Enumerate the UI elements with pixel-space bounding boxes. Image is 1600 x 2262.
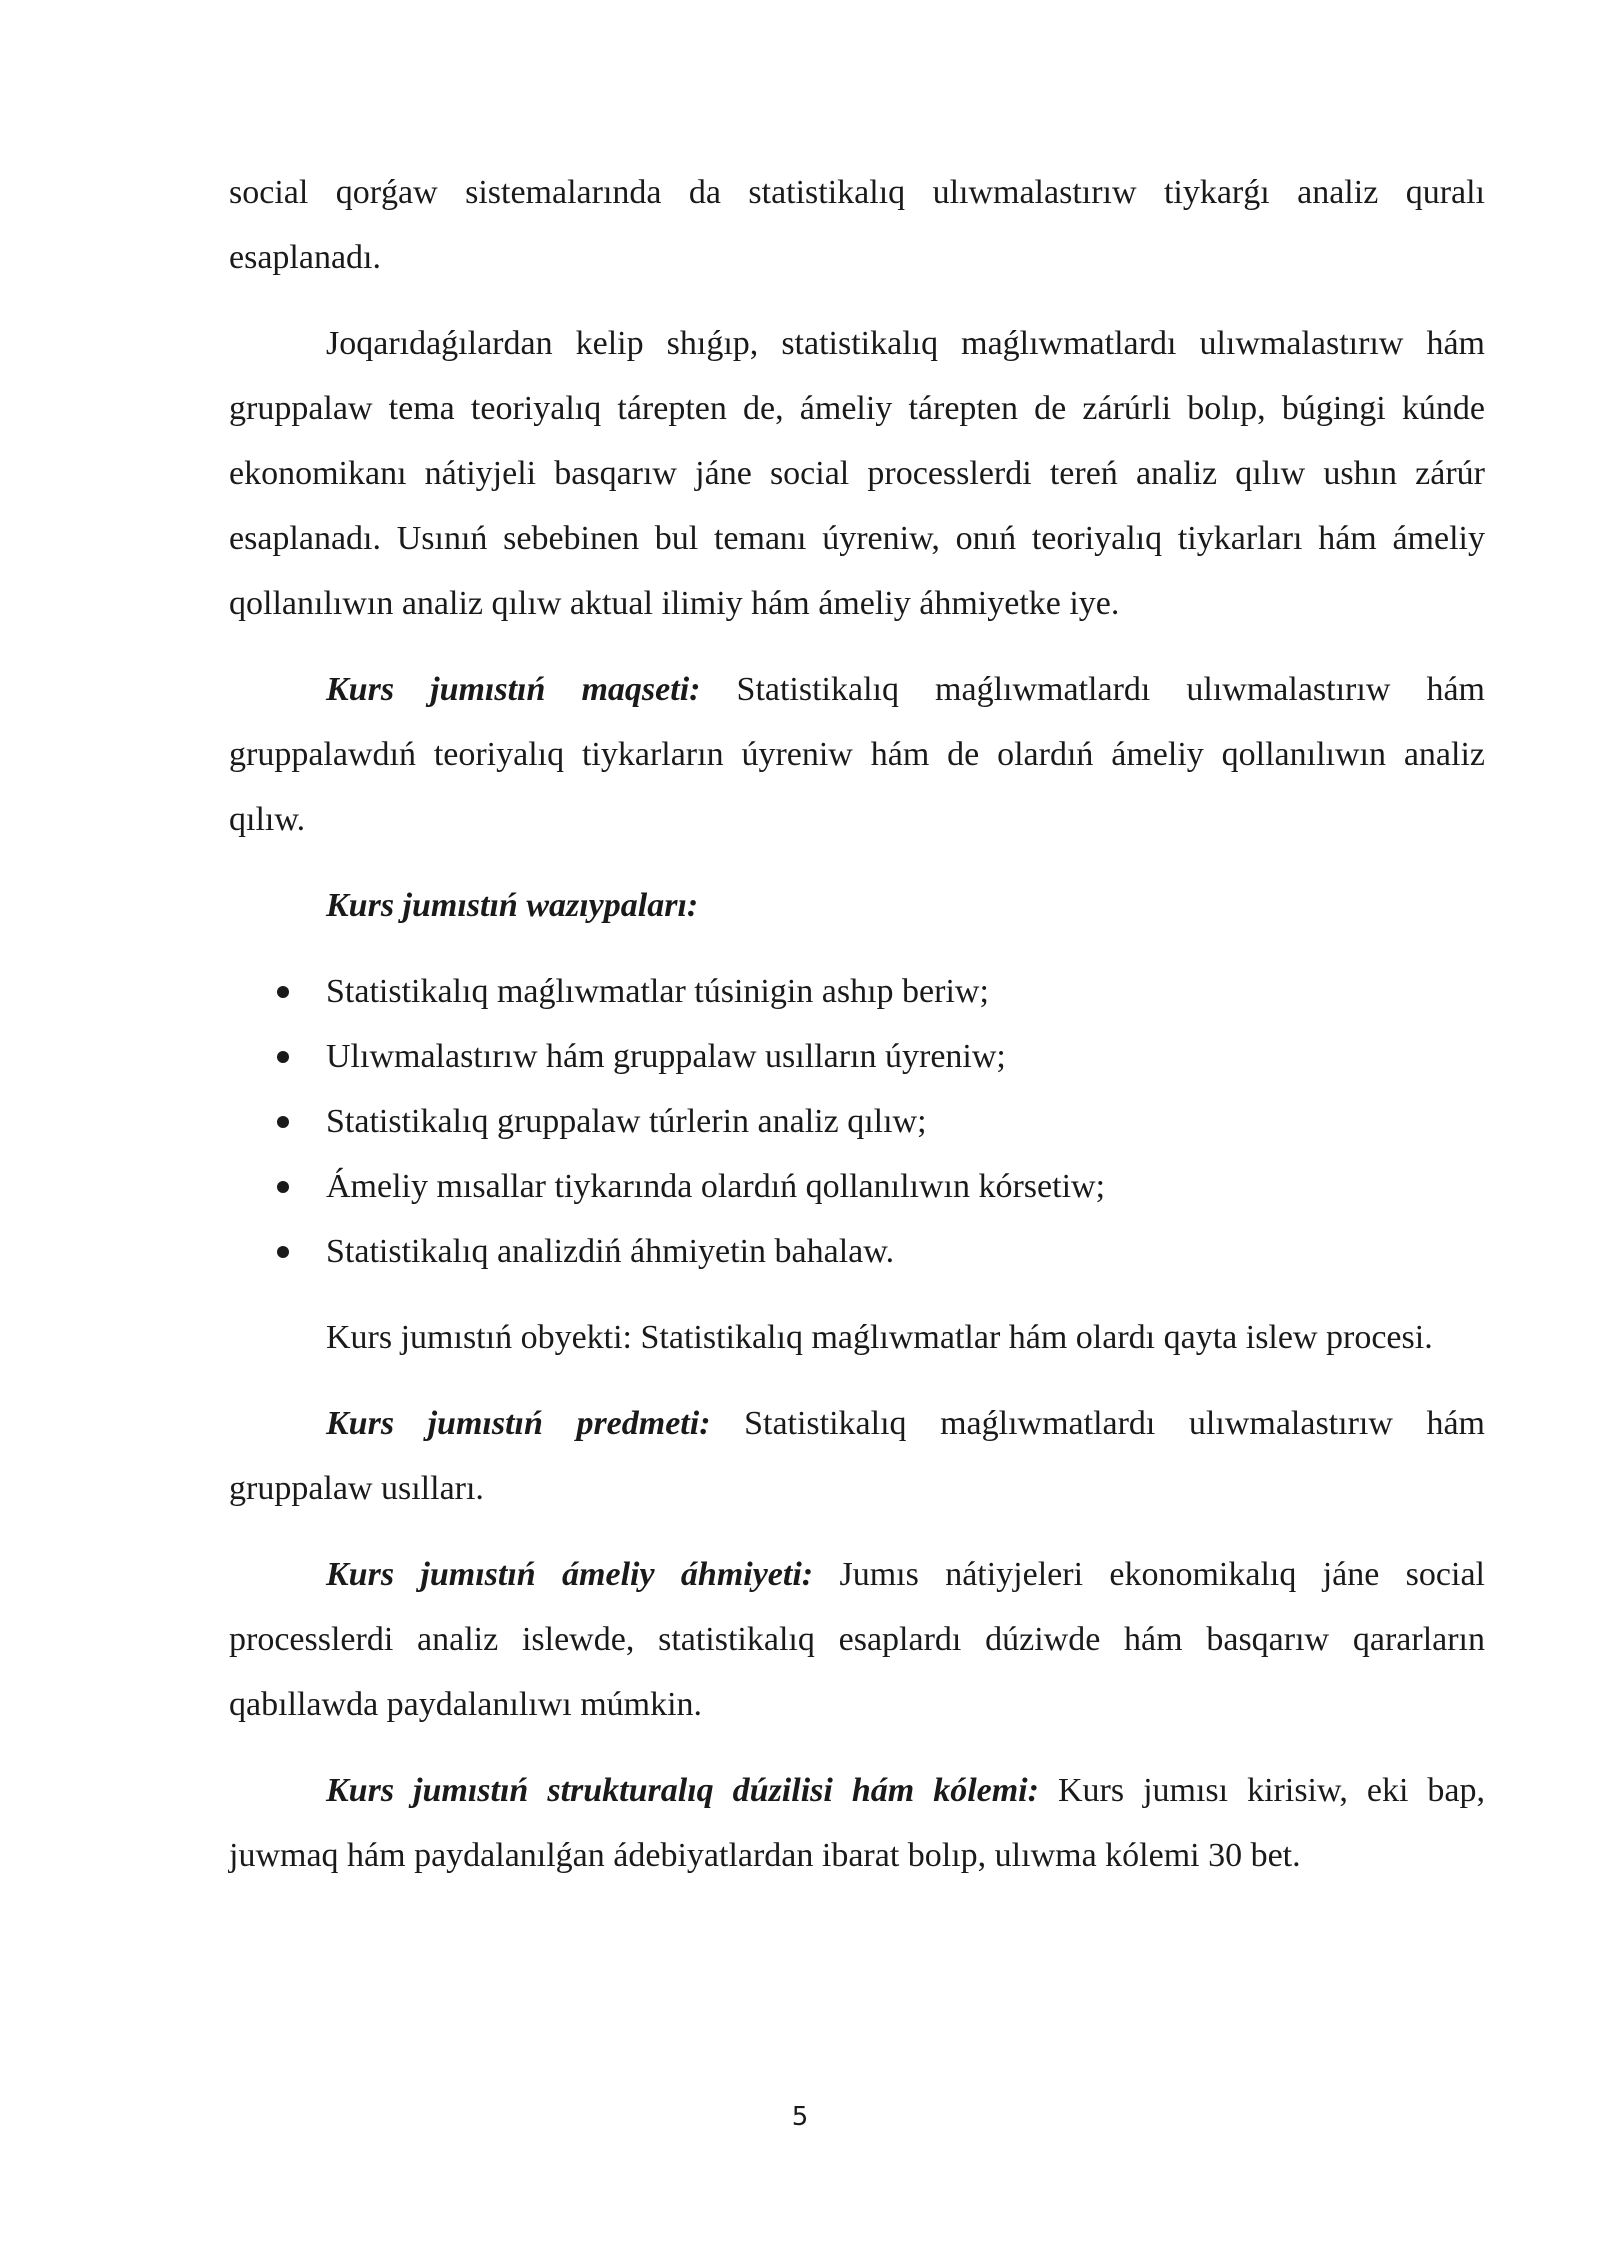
tasks-list <box>229 959 1485 1284</box>
paragraph-intro: social qorǵaw sistemalarında da statistikalıq ulıwmalastırıw tiykarǵı analiz quralı esaplanadı. <box>229 174 1485 276</box>
paragraph-practical <box>229 1542 1485 1737</box>
page-number: 5 <box>791 2102 809 2132</box>
paragraph-object: Kurs jumıstıń obyekti: Statistikalıq maǵlıwmatlar hám olardı qayta islew procesi. <box>326 1319 1433 1356</box>
bullet-icon <box>277 986 289 998</box>
task-text: Ámeliy mısallar tiykarında olardıń qollanılıwın kórsetiw; <box>326 1168 1106 1205</box>
subject-label: Kurs jumıstıń predmeti: <box>326 1405 711 1442</box>
task-text: Statistikalıq gruppalaw túrlerin analiz qılıw; <box>326 1103 927 1140</box>
paragraph-subject <box>229 1391 1485 1521</box>
task-text: Statistikalıq maǵlıwmatlar túsinigin ashıp beriw; <box>326 973 989 1010</box>
bullet-icon <box>277 1246 289 1258</box>
practical-text: Jumıs nátiyjeleri ekonomikalıq jáne social processlerdi analiz islewde, statistikalıq esaplardı dúziwde hám basqarıw qararların qabıllawda paydalanılıwı múmkin. <box>229 1556 1485 1723</box>
list-item <box>229 1154 1485 1219</box>
list-item <box>229 1219 1485 1284</box>
task-text: Ulıwmalastırıw hám gruppalaw usılların úyreniw; <box>326 1038 1006 1075</box>
paragraph-structure <box>229 1758 1485 1888</box>
bullet-icon <box>277 1051 289 1063</box>
goal-text: Statistikalıq maǵlıwmatlardı ulıwmalastırıw hám gruppalawdıń teoriyalıq tiykarların úyreniw hám de olardıń ámeliy qollanılıwın analiz qılıw. <box>229 671 1485 838</box>
structure-label: Kurs jumıstıń strukturalıq dúzilisi hám kólemi: <box>326 1772 1039 1809</box>
list-item <box>229 959 1485 1024</box>
paragraph-goal <box>229 657 1485 852</box>
list-item <box>229 1024 1485 1089</box>
structure-text: Kurs jumısı kirisiw, eki bap, juwmaq hám paydalanılǵan ádebiyatlardan ibarat bolıp, ulıwma kólemi 30 bet. <box>229 1772 1485 1874</box>
bullet-icon <box>277 1181 289 1193</box>
practical-label: Kurs jumıstıń ámeliy áhmiyeti: <box>326 1556 814 1593</box>
bullet-icon <box>277 1116 289 1128</box>
subject-text: Statistikalıq maǵlıwmatlardı ulıwmalastırıw hám gruppalaw usılları. <box>229 1405 1485 1507</box>
list-item <box>229 1089 1485 1154</box>
tasks-heading: Kurs jumıstıń wazıypaları: <box>326 887 699 924</box>
document-page <box>229 160 1485 1909</box>
paragraph-relevance: Joqarıdaǵılardan kelip shıǵıp, statistikalıq maǵlıwmatlardı ulıwmalastırıw hám gruppalaw tema teoriyalıq tárepten de, ámeliy tárepten de zárúrli bolıp, búgingi kúnde ekonomikanı nátiyjeli basqarıw jáne social processlerdi tereń analiz qılıw ushın zárúr esaplanadı. Usınıń sebebinen bul temanı úyreniw, onıń teoriyalıq tiykarları hám ámeliy qollanılıwın analiz qılıw aktual ilimiy hám ámeliy áhmiyetke iye. <box>229 325 1485 622</box>
task-text: Statistikalıq analizdiń áhmiyetin bahalaw. <box>326 1233 895 1270</box>
goal-label: Kurs jumıstıń maqseti: <box>326 671 701 708</box>
